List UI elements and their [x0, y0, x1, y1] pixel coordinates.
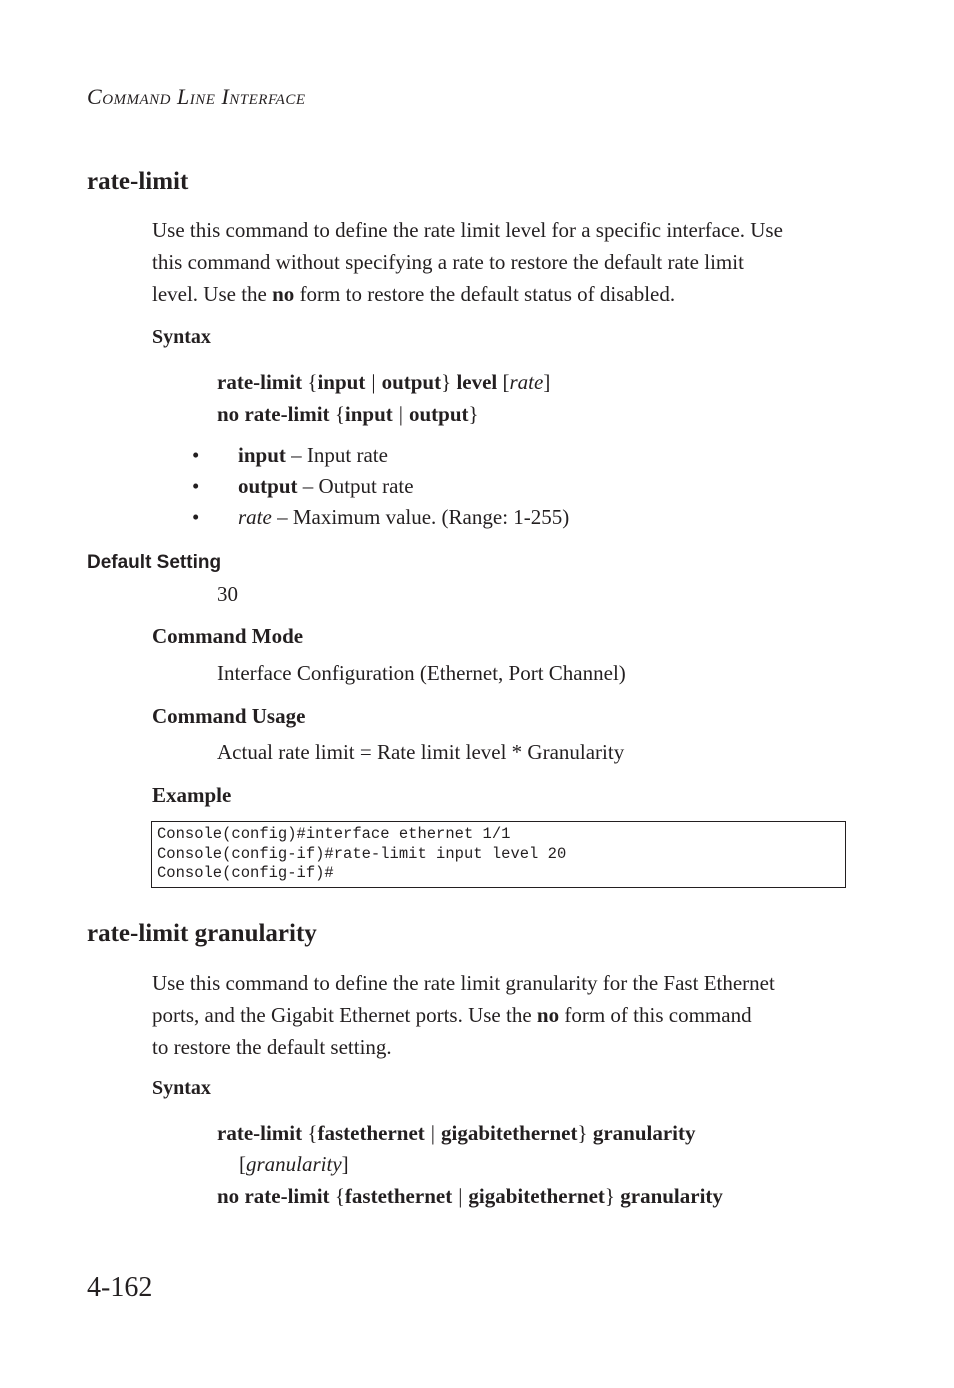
default-setting-value: 30: [217, 582, 238, 606]
page-number: 4-162: [87, 1272, 153, 1303]
command-mode-heading: Command Mode: [152, 624, 304, 648]
syntax-line-1: rate-limit {input | output} level [rate]: [217, 370, 551, 394]
syntax-line-1-continued: [granularity]: [239, 1152, 349, 1176]
syntax-line-2: no rate-limit {input | output}: [217, 402, 479, 426]
description-line: ports, and the Gigabit Ethernet ports. Use the no form of this command: [152, 1003, 752, 1027]
section-title-rate-limit: rate-limit: [87, 168, 189, 195]
section1-description: [152, 214, 783, 310]
code-line: Console(config)#interface ethernet 1/1: [157, 825, 511, 843]
code-example: [151, 821, 846, 888]
syntax-line-1: rate-limit {fastethernet | gigabitethernet} granularity: [217, 1121, 696, 1145]
running-header: COMMAND LINE INTERFACE: [87, 84, 306, 109]
command-usage-heading: Command Usage: [152, 704, 306, 728]
default-setting-heading: Default Setting: [87, 552, 222, 573]
command-usage-value: Actual rate limit = Rate limit level * Granularity: [217, 740, 625, 764]
command-mode-value: Interface Configuration (Ethernet, Port Channel): [217, 661, 626, 685]
code-line: Console(config-if)#rate-limit input level 20: [157, 844, 567, 863]
syntax-heading: Syntax: [152, 1077, 211, 1099]
section2-description: [152, 967, 775, 1063]
syntax-line-2: no rate-limit {fastethernet | gigabitethernet} granularity: [217, 1184, 723, 1208]
description-line: level. Use the no form to restore the default status of disabled.: [152, 282, 676, 306]
description-line: to restore the default setting.: [152, 1035, 392, 1059]
description-line: this command without specifying a rate to restore the default rate limit: [152, 250, 744, 274]
example-heading: Example: [152, 783, 232, 807]
syntax-heading: Syntax: [152, 326, 211, 348]
code-line: Console(config-if)#: [157, 864, 334, 882]
description-line: Use this command to define the rate limit granularity for the Fast Ethernet: [152, 971, 775, 995]
section-title-rate-limit-granularity: rate-limit granularity: [87, 920, 317, 947]
description-line: Use this command to define the rate limit level for a specific interface. Use: [152, 218, 783, 242]
